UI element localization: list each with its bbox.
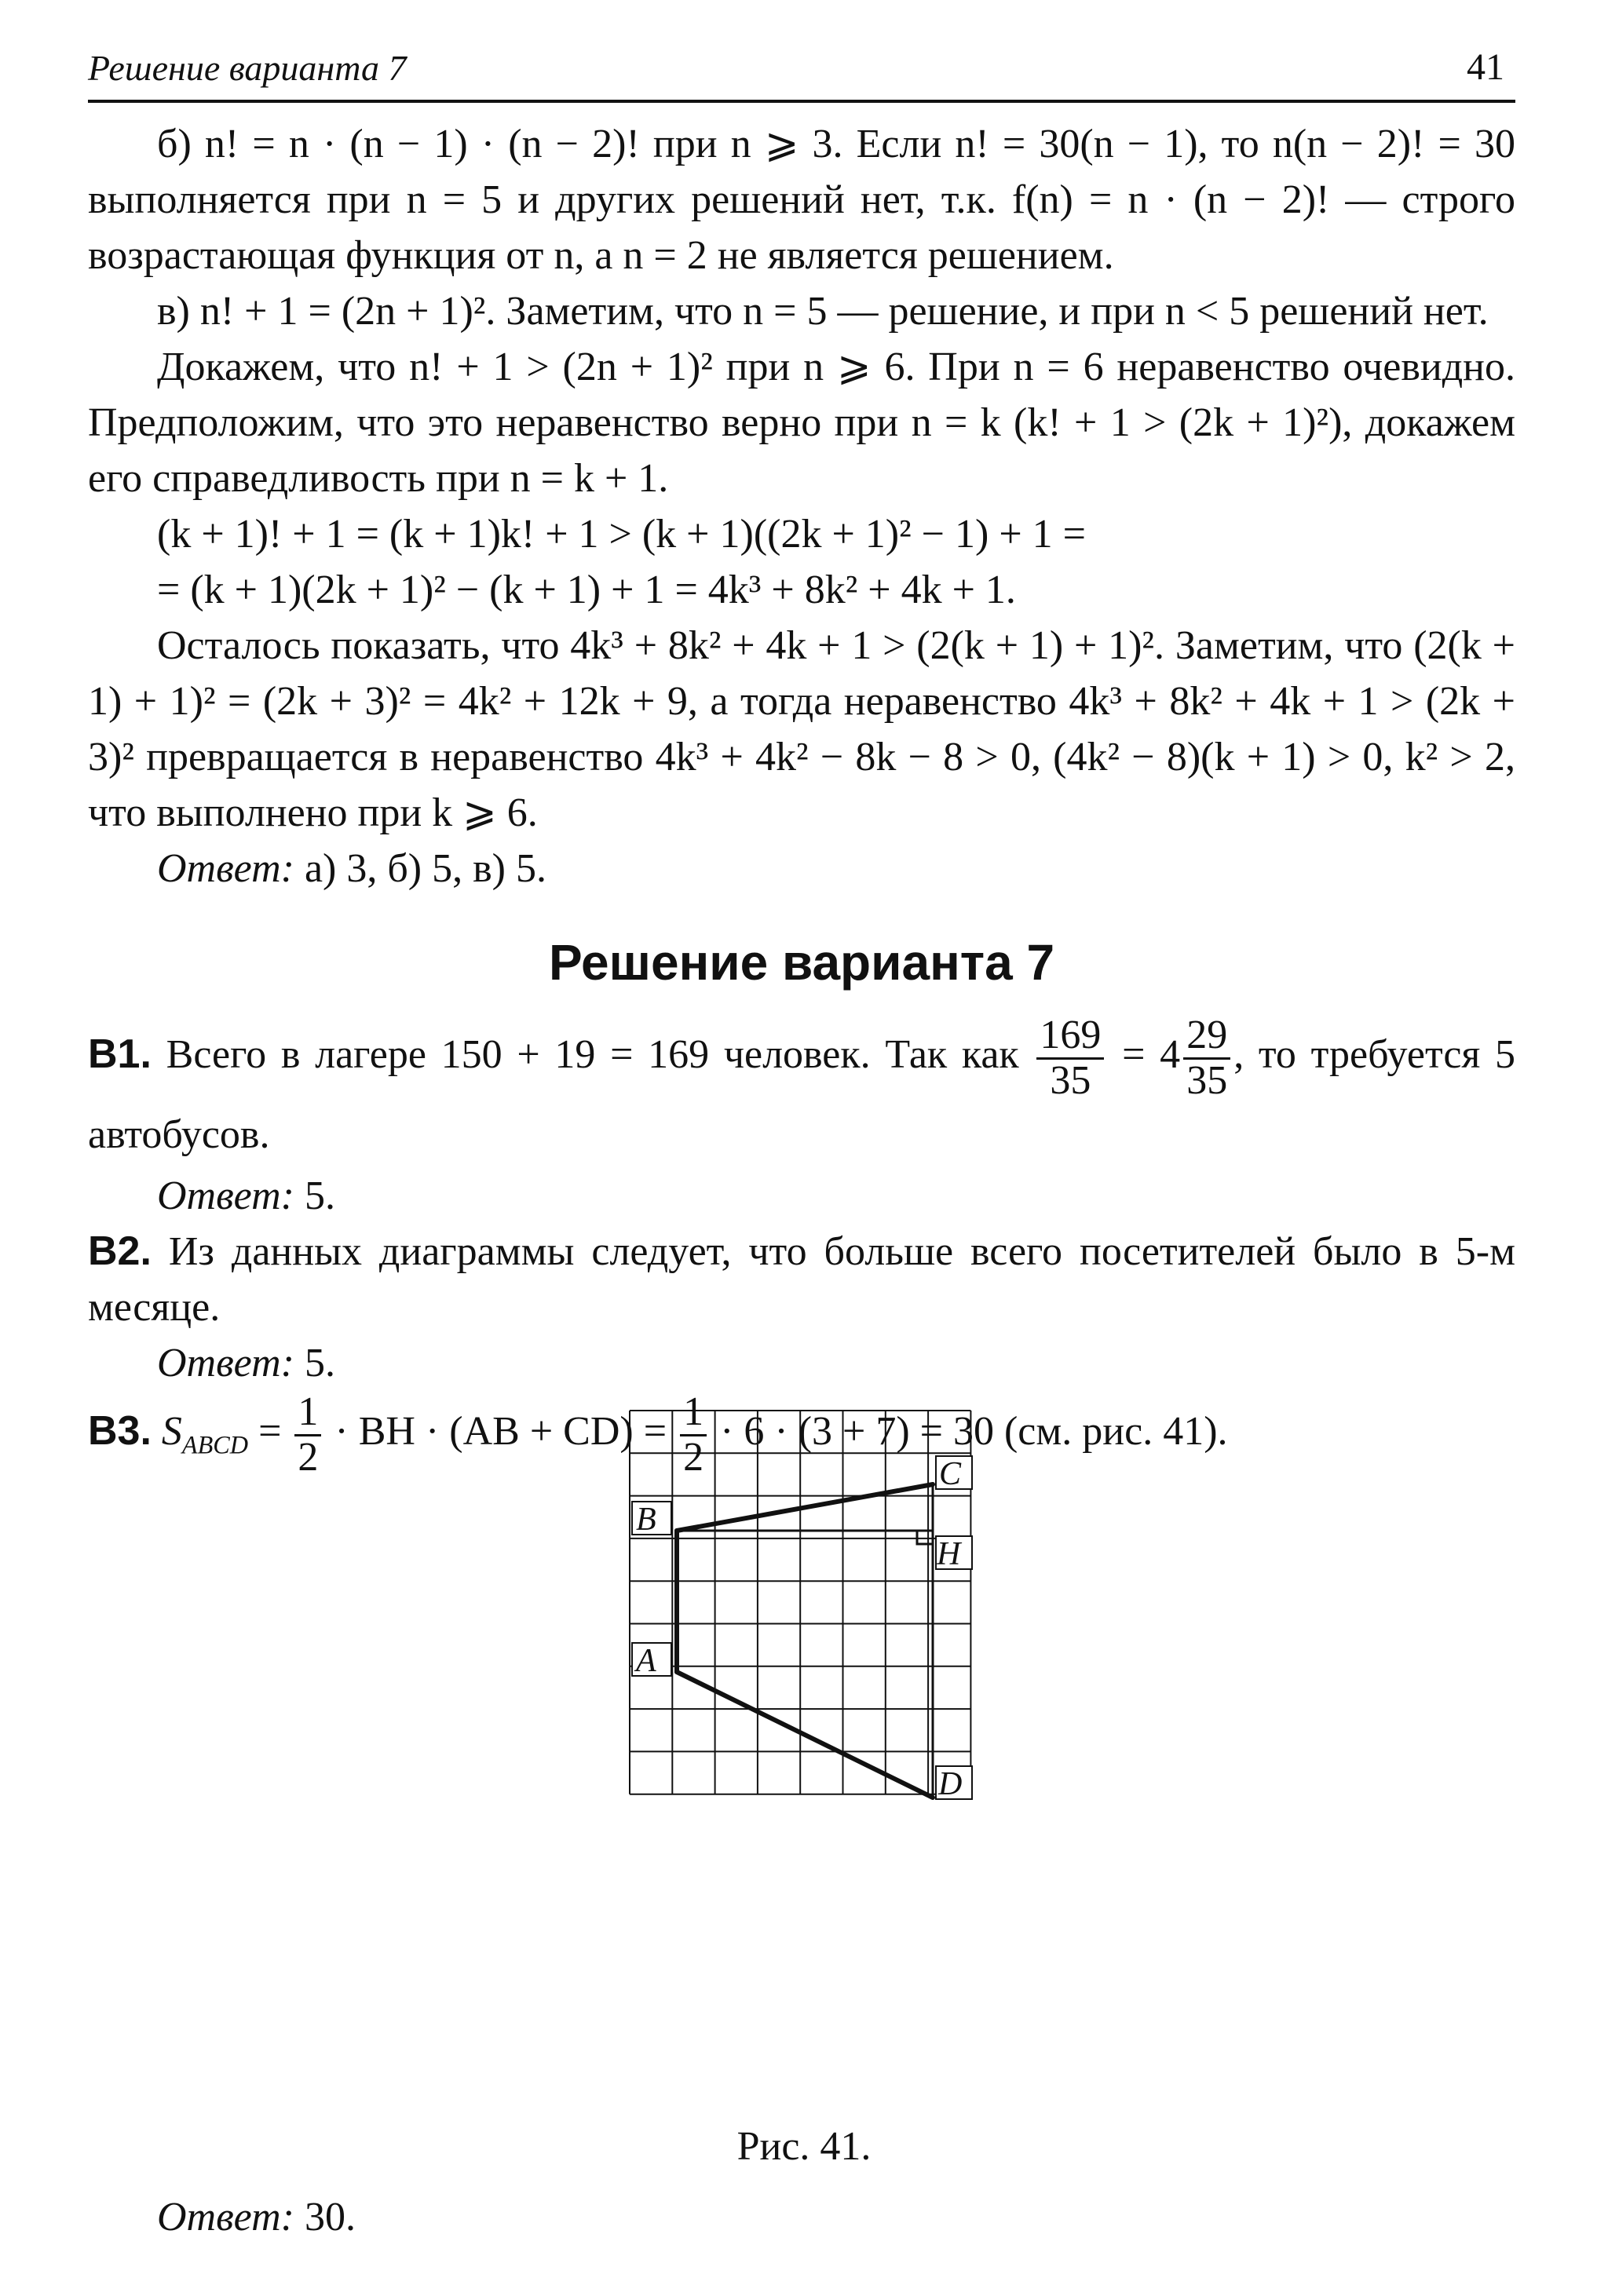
fraction-29-35 <box>1183 1014 1230 1102</box>
answer-label: Ответ: <box>157 846 294 891</box>
task-b1-label: B1. <box>88 1031 152 1078</box>
task-b1 <box>88 1014 1515 1168</box>
vertex-label-H: H <box>937 1536 961 1572</box>
area-symbol: S <box>161 1409 182 1455</box>
task-b1-text: Всего в лагере 150 + 19 = 169 человек. Так как <box>166 1032 1019 1078</box>
answer-value: 5. <box>304 1174 335 1219</box>
answer-b2 <box>88 1335 1515 1391</box>
vertex-label-B: B <box>636 1502 656 1538</box>
task-b2-text: Из данных диаграммы следует, что больше всего посетителей было в 5-м месяце. <box>88 1229 1516 1331</box>
paragraph-part-v: в) n! + 1 = (2n + 1)². Заметим, что n = 5 — решение, и при n < 5 решений нет. <box>157 289 1489 334</box>
equation-line-1: (k + 1)! + 1 = (k + 1)k! + 1 > (k + 1)((2k + 1)² − 1) + 1 = <box>157 512 1086 557</box>
fraction-numerator: 1 <box>294 1391 321 1436</box>
answer-line-1 <box>88 841 1515 896</box>
trapezoid-grid-figure <box>628 1409 974 1801</box>
task-b3-label: B3. <box>88 1408 152 1455</box>
vertex-label-A: A <box>636 1643 656 1679</box>
paragraph-part-b: б) n! = n · (n − 1) · (n − 2)! при n ⩾ 3. Если n! = 30(n − 1), то n(n − 2)! = 30 выполняется при n = 5 и других решений нет, т.к. f(n) = n · (n − 2)! — строго возрастающая функция от n, а n = 2 не является решением. <box>88 122 1515 278</box>
paragraph-proof-rest: Осталось показать, что 4k³ + 8k² + 4k + 1 > (2(k + 1) + 1)². Заметим, что (2(k + 1) + 1)² = (2k + 3)² = 4k² + 12k + 9, а тогда неравенство 4k³ + 8k² + 4k + 1 > (2k + 3)² превращается в неравенство 4k³ + 4k² − 8k − 8 > 0, (4k² − 8)(k + 1) > 0, k² > 2, что выполнено при k ⩾ 6. <box>88 623 1515 835</box>
paragraph-proof: Докажем, что n! + 1 > (2n + 1)² при n ⩾ 6. При n = 6 неравенство очевидно. Предположим, что это неравенство верно при n = k (k! + 1 > (2k + 1)²), докажем его справедливость при n = k + 1. <box>88 345 1515 501</box>
fraction-one-half <box>294 1391 321 1479</box>
header-rule <box>88 100 1515 103</box>
mixed-number-whole: = 4 <box>1122 1032 1181 1078</box>
fraction-numerator: 1 <box>680 1391 707 1436</box>
task-b2 <box>88 1224 1515 1335</box>
right-angle-mark <box>917 1531 933 1544</box>
task-b1-text-end: , то требуется 5 автобусов. <box>88 1032 1516 1158</box>
figure-41 <box>628 1409 974 1801</box>
equals-sign: = <box>258 1409 282 1455</box>
answer-b3 <box>157 2194 356 2240</box>
area-subscript: ABCD <box>181 1430 249 1459</box>
answer-label: Ответ: <box>157 1174 294 1219</box>
formula-middle: · BH · (AB + CD) = <box>334 1409 667 1455</box>
fraction-denominator: 35 <box>1186 1057 1228 1103</box>
answer-value: 5. <box>304 1341 335 1386</box>
fraction-numerator: 169 <box>1036 1014 1104 1060</box>
figure-caption: Рис. 41. <box>736 2124 872 2169</box>
running-header-title: Решение варианта 7 <box>88 48 407 88</box>
answer-value: 30. <box>304 2195 356 2239</box>
grid-lines <box>630 1411 970 1794</box>
fraction-denominator: 2 <box>683 1434 704 1480</box>
fraction-numerator: 29 <box>1183 1014 1230 1060</box>
page-body <box>88 116 1515 1479</box>
answer-label: Ответ: <box>157 2195 294 2239</box>
fraction-denominator: 2 <box>298 1434 319 1480</box>
formula-tail: · 6 · (3 + 7) = 30 (см. рис. 41). <box>720 1409 1228 1455</box>
answer-value: а) 3, б) 5, в) 5. <box>304 846 546 891</box>
page-number: 41 <box>1467 46 1504 88</box>
answer-label: Ответ: <box>157 1341 294 1386</box>
fraction-denominator: 35 <box>1050 1057 1091 1103</box>
section-title: Решение варианта 7 <box>548 934 1055 991</box>
answer-b1 <box>88 1168 1515 1224</box>
fraction-169-35 <box>1036 1014 1104 1102</box>
vertex-label-D: D <box>938 1766 963 1801</box>
equation-line-2: = (k + 1)(2k + 1)² − (k + 1) + 1 = 4k³ + 8k² + 4k + 1. <box>157 568 1016 612</box>
task-b2-label: B2. <box>88 1228 152 1275</box>
vertex-label-C: C <box>939 1456 962 1492</box>
